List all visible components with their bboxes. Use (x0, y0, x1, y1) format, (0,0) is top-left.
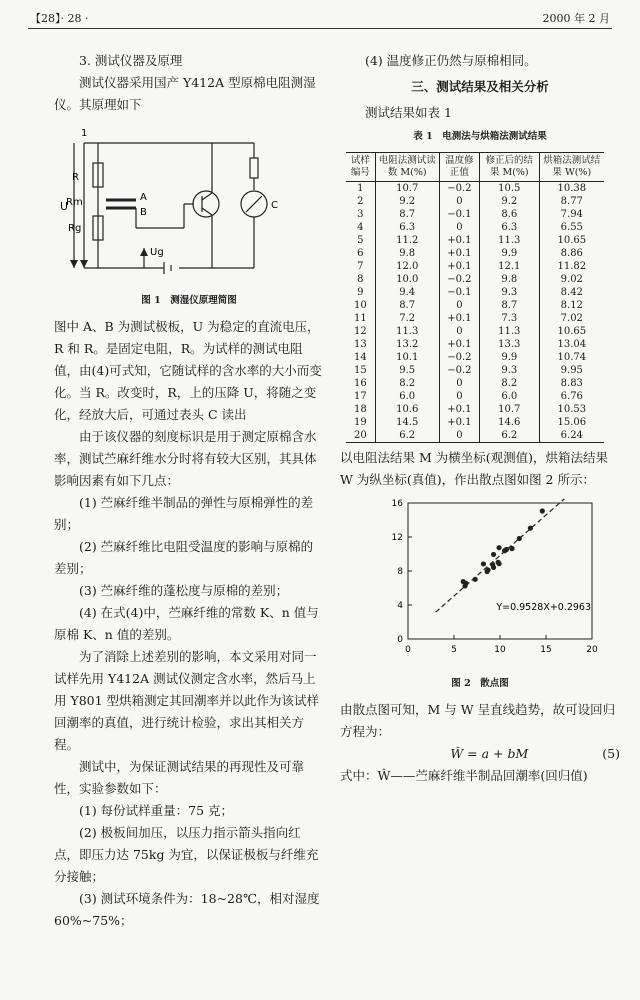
data-point (461, 579, 466, 584)
table-row (346, 273, 604, 286)
paragraph-params: 测试中，为保证测试结果的再现性及可靠性，实验参数如下： (54, 759, 305, 796)
table-cell: 0 (439, 377, 479, 390)
equation-number: (5) (602, 746, 620, 761)
table-cell: 0 (439, 221, 479, 234)
paragraph-factors: 由于该仪器的刻度标识是用于测定原棉含水率，测试苎麻纤维水分时将有较大区别，其具体影响因素有如下几点： (54, 429, 317, 488)
table-cell: −0.2 (439, 182, 479, 196)
data-point (517, 536, 522, 541)
table-cell: 0 (439, 390, 479, 403)
table-row (346, 312, 604, 325)
table-cell: 9.95 (539, 364, 604, 377)
table-cell: 8.83 (539, 377, 604, 390)
equation-where: 式中：Ŵ——苎麻纤维半制品回潮率(回归值) (340, 768, 588, 783)
label-U: U (60, 200, 69, 213)
page-header-left: 【28】· 28 · (30, 12, 89, 25)
table-cell: 19 (353, 417, 367, 428)
table-cell: 11.2 (375, 234, 439, 247)
data-point (509, 546, 514, 551)
label-B: B (140, 207, 147, 218)
table-cell: +0.1 (439, 338, 479, 351)
label-C: C (271, 200, 278, 211)
table-row (346, 390, 604, 403)
table-cell: 7.94 (539, 208, 604, 221)
table-cell: 10.1 (375, 351, 439, 364)
data-point (481, 561, 486, 566)
table-cell: 11.3 (480, 325, 540, 338)
table-row (346, 260, 604, 273)
col-header: 试样编号 (346, 153, 375, 182)
table-row (346, 286, 604, 299)
table-row (346, 351, 604, 364)
table-cell: 3 (357, 209, 364, 220)
table-cell: 8.12 (539, 299, 604, 312)
data-point (540, 508, 545, 513)
x-tick-label: 10 (494, 645, 506, 655)
data-point (473, 577, 478, 582)
table-cell: 9.9 (480, 247, 540, 260)
table-cell: 2 (357, 196, 364, 207)
x-tick-label: 15 (540, 645, 552, 655)
table-cell: 9.8 (480, 273, 540, 286)
x-tick-label: 5 (451, 645, 457, 655)
table-cell: 6.55 (539, 221, 604, 234)
paragraph-regression: 由散点图可知，M 与 W 呈直线趋势，故可设回归方程为： (340, 702, 616, 739)
table-cell: 4 (357, 222, 364, 233)
param-item: (2) 极板间加压，以压力指示箭头指向红点，即压力达 75kg 为宜，以保证极板与纤维充分接触； (54, 825, 319, 884)
col-header: 温度修正值 (439, 153, 479, 182)
table-cell: 0 (439, 299, 479, 312)
table-cell: 10.38 (539, 182, 604, 196)
table-cell: 6 (357, 248, 364, 259)
regression-equation: Y=0.9528X+0.2963 (496, 602, 592, 614)
table-cell: +0.1 (439, 312, 479, 325)
table-cell: 15 (353, 365, 367, 376)
table-row (346, 325, 604, 338)
data-point (496, 560, 501, 565)
table-cell: 17 (353, 391, 367, 402)
table-row (346, 403, 604, 416)
y-tick-label: 16 (391, 499, 403, 509)
table-cell: 9.4 (375, 286, 439, 299)
table-cell: 9.9 (480, 351, 540, 364)
x-tick-label: 0 (405, 645, 411, 655)
y-tick-label: 0 (397, 635, 403, 645)
table-cell: 12 (353, 326, 367, 337)
table-cell: 9.8 (375, 247, 439, 260)
table-cell: 9.5 (375, 364, 439, 377)
regression-line (436, 499, 565, 612)
table-cell: 6.24 (539, 429, 604, 443)
x-tick-label: 20 (586, 645, 598, 655)
table-cell: +0.1 (439, 234, 479, 247)
table-cell: +0.1 (439, 260, 479, 273)
table-cell: 13.04 (539, 338, 604, 351)
table-row (346, 364, 604, 377)
table-cell: 8.2 (480, 377, 540, 390)
table-cell: +0.1 (439, 403, 479, 416)
table-cell: 1 (357, 183, 364, 194)
label-Rg: Rg (68, 223, 82, 234)
table-cell: −0.1 (439, 208, 479, 221)
left-column (54, 50, 324, 932)
table-row (346, 247, 604, 260)
table-cell: −0.2 (439, 273, 479, 286)
results-intro: 测试结果如表 1 (365, 105, 452, 120)
table-cell: 16 (353, 378, 367, 389)
plot-frame (408, 503, 592, 639)
table-row (346, 195, 604, 208)
label-Ug: Ug (150, 247, 164, 258)
table-cell: 11 (353, 313, 367, 324)
label-R: R (72, 172, 79, 183)
table-row (346, 416, 604, 429)
table-cell: 14 (353, 352, 367, 363)
paragraph-scatter: 以电阻法结果 M 为横坐标(观测值)，烘箱法结果 W 为纵坐标(真值)，作出散点图如图 2 所示： (340, 450, 609, 487)
equation-5 (340, 743, 620, 765)
table-cell: 10.53 (539, 403, 604, 416)
table-row (346, 429, 604, 443)
data-point (485, 567, 490, 572)
table-row (346, 299, 604, 312)
table-cell: −0.1 (439, 286, 479, 299)
header-rule (28, 28, 612, 29)
results-table (346, 152, 604, 443)
table-cell: 7.2 (375, 312, 439, 325)
table-cell: 20 (346, 429, 375, 443)
table-cell: 0 (439, 429, 479, 443)
label-1: 1 (81, 128, 88, 139)
label-A: A (140, 192, 147, 203)
table-cell: 11.3 (480, 234, 540, 247)
table-cell: 8.2 (375, 377, 439, 390)
table-cell: 12.1 (480, 260, 540, 273)
table-cell: 10.7 (375, 182, 439, 196)
factor-item: (4) 在式(4)中，苎麻纤维的常数 K、n 值与原棉 K、n 值的差别。 (54, 605, 319, 642)
col-header: 电阻法测试读数 M(%) (375, 153, 439, 182)
table-cell: 6.76 (539, 390, 604, 403)
table-cell: 6.2 (375, 429, 439, 443)
table1-caption: 表 1 电测法与烘箱法测试结果 (413, 131, 547, 142)
table-cell: 12.0 (375, 260, 439, 273)
page-header-right: 2000 年 2 月 (542, 12, 610, 25)
table-cell: 8.77 (539, 195, 604, 208)
table-cell: 7 (357, 261, 364, 272)
table-cell: 10.7 (480, 403, 540, 416)
table-cell: 14.5 (375, 416, 439, 429)
table-cell: 9.2 (375, 195, 439, 208)
table-cell: 15.06 (539, 416, 604, 429)
table-cell: 8.7 (375, 299, 439, 312)
table-cell: 9 (357, 287, 364, 298)
table-cell: 10 (353, 300, 367, 311)
y-tick-label: 8 (397, 567, 403, 577)
figure2-caption: 图 2 散点图 (451, 678, 509, 689)
table-cell: 9.3 (480, 286, 540, 299)
item-4-temperature: (4) 温度修正仍然与原棉相同。 (365, 53, 537, 68)
table-cell: −0.2 (439, 364, 479, 377)
table-cell: 6.3 (375, 221, 439, 234)
table-cell: 10.0 (375, 273, 439, 286)
table-cell: 14.6 (480, 416, 540, 429)
table-cell: 8.6 (480, 208, 540, 221)
right-column (340, 50, 620, 787)
table-cell: 11.82 (539, 260, 604, 273)
table-cell: 6.0 (480, 390, 540, 403)
table-cell: +0.1 (439, 416, 479, 429)
scatter-chart (340, 491, 620, 671)
table-cell: 0 (439, 325, 479, 338)
table-cell: 10.65 (539, 234, 604, 247)
table-cell: +0.1 (439, 247, 479, 260)
label-Rm: Rm (66, 197, 83, 208)
table-row (346, 221, 604, 234)
table-row (346, 182, 604, 196)
table-cell: 10.74 (539, 351, 604, 364)
data-point (491, 552, 496, 557)
table-cell: 13.3 (480, 338, 540, 351)
table-cell: 8.86 (539, 247, 604, 260)
y-tick-label: 4 (397, 601, 403, 611)
table-cell: 9.3 (480, 364, 540, 377)
paragraph-method: 为了消除上述差别的影响，本文采用对同一试样先用 Y412A 测试仪测定含水率，然后马上用 Y801 型烘箱测定其回潮率并以此作为该试样回潮率的真值，进行统计检验，求出其相关方程。 (54, 649, 320, 752)
factor-item: (2) 苎麻纤维比电阻受温度的影响与原棉的差别； (54, 539, 314, 576)
table-cell: 18 (353, 404, 367, 415)
table-cell: 11.3 (375, 325, 439, 338)
figure1-caption: 图 1 测湿仪原理简图 (141, 295, 237, 306)
table-row (346, 377, 604, 390)
table-cell: 8.7 (480, 299, 540, 312)
factor-item: (1) 苎麻纤维半制品的弹性与原棉弹性的差别； (54, 495, 314, 532)
table-cell: 13.2 (375, 338, 439, 351)
factor-item: (3) 苎麻纤维的蓬松度与原棉的差别； (79, 583, 289, 598)
table-cell: 9.2 (480, 195, 540, 208)
param-item: (1) 每份试样重量：75 克； (79, 803, 234, 818)
table-cell: 8.42 (539, 286, 604, 299)
paragraph-principle: 图中 A、B 为测试极板，U 为稳定的直流电压，R 和 R。是固定电阻，R。为试样的测试电阻值，由(4)可式知，它随试样的含水率的大小而变化。当 R。改变时，R，上的压降 U，将随之变化，经放大后，可通过表头 C 读出 (54, 319, 322, 422)
intro-paragraph: 测试仪器采用国产 Y412A 型原棉电阻测湿仪。其原理如下 (54, 75, 316, 112)
data-point (504, 547, 509, 552)
section-3-heading: 三、测试结果及相关分析 (411, 79, 549, 94)
table-cell: 6.0 (375, 390, 439, 403)
data-point (491, 565, 496, 570)
table-cell: 8.7 (375, 208, 439, 221)
table-cell: 8 (357, 274, 364, 285)
table-row (346, 338, 604, 351)
table-row (346, 234, 604, 247)
section-heading: 3. 测试仪器及原理 (79, 53, 183, 68)
table-cell: 7.3 (480, 312, 540, 325)
table-cell: −0.2 (439, 351, 479, 364)
data-point (462, 583, 467, 588)
data-point (496, 545, 501, 550)
table-cell: 6.2 (480, 429, 540, 443)
table-cell: 10.65 (539, 325, 604, 338)
param-item: (3) 测试环境条件为：18~28℃，相对湿度 60%~75%； (54, 891, 320, 928)
equation-text: Ŵ = a + bM (450, 746, 529, 761)
y-tick-label: 12 (391, 533, 403, 543)
table-row (346, 208, 604, 221)
table-cell: 10.5 (480, 182, 540, 196)
data-point (528, 526, 533, 531)
table-cell: 5 (357, 235, 364, 246)
circuit-diagram (54, 118, 324, 288)
table-cell: 6.3 (480, 221, 540, 234)
table-cell: 0 (439, 195, 479, 208)
table-cell: 13 (353, 339, 367, 350)
table-cell: 9.02 (539, 273, 604, 286)
col-header: 烘箱法测试结果 W(%) (539, 153, 604, 182)
col-header: 修正后的结果 M(%) (480, 153, 540, 182)
table-cell: 10.6 (375, 403, 439, 416)
table-cell: 7.02 (539, 312, 604, 325)
